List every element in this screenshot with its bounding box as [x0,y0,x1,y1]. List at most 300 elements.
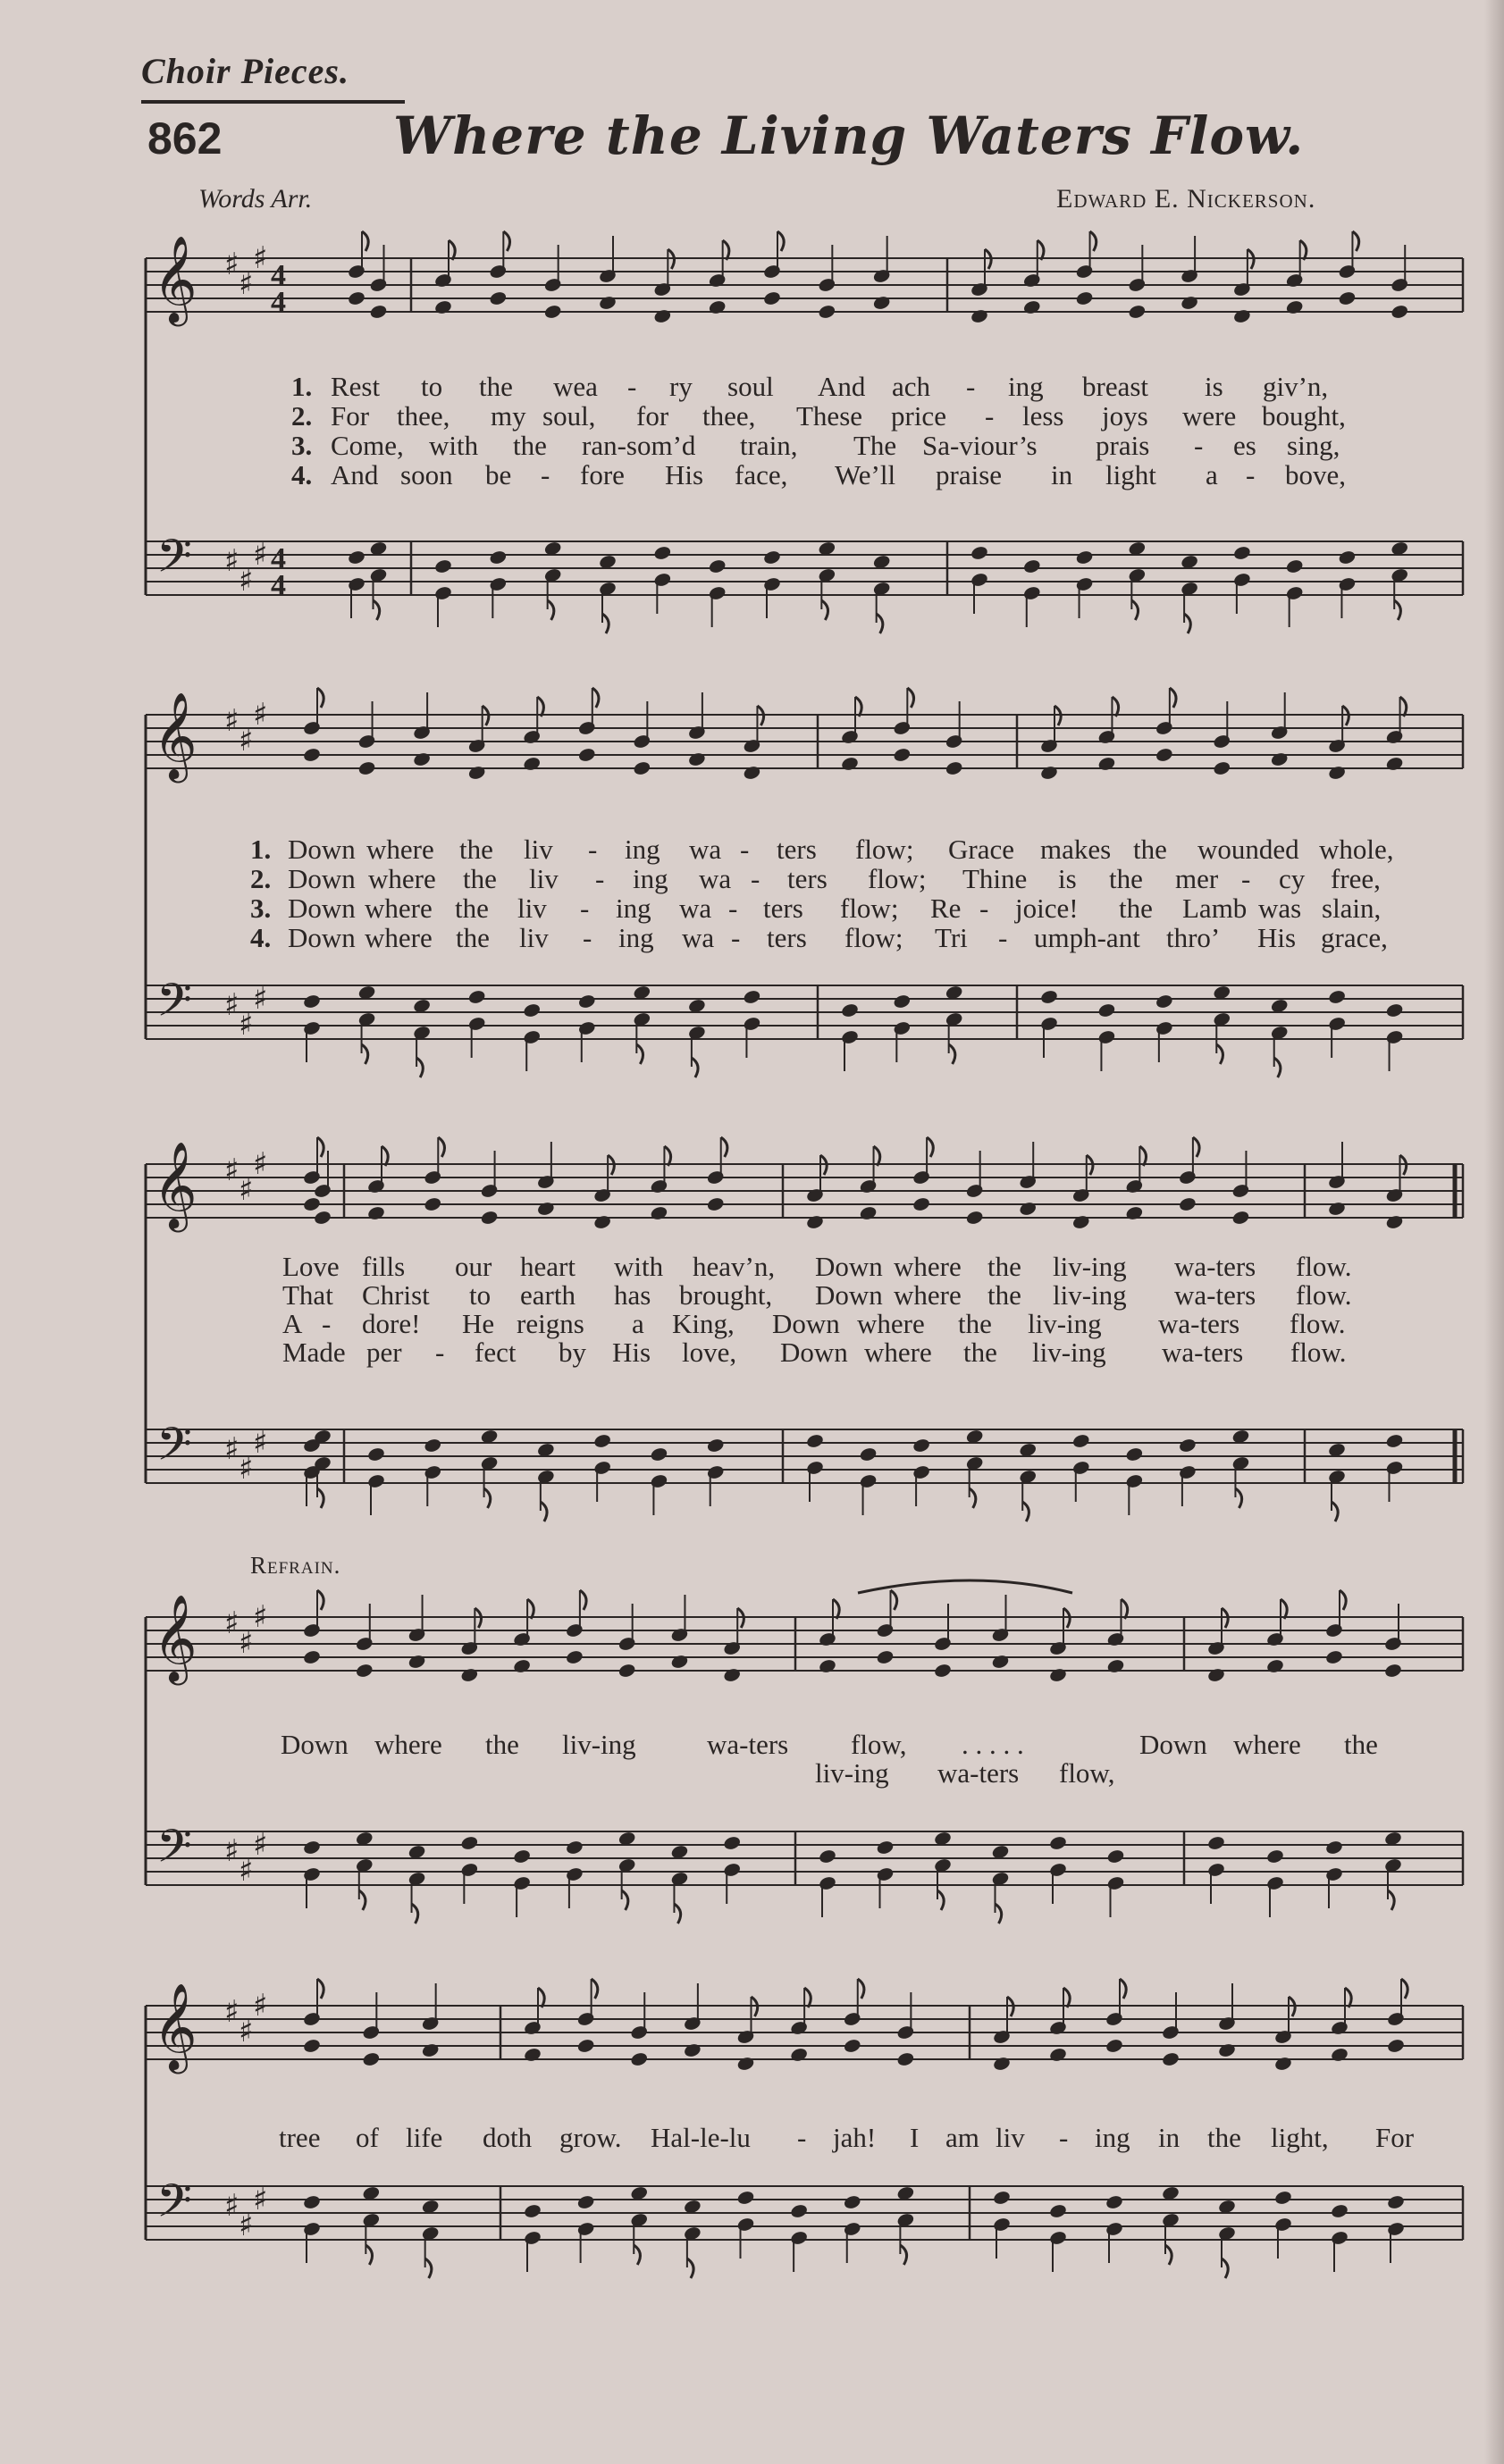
lyric-syllable: wa-ters [707,1729,789,1760]
treble-note [1385,729,1404,745]
lyric-syllable: joys [1102,400,1148,432]
lyric-syllable: . . . . . [962,1729,1024,1760]
bass-note [1097,1002,1116,1018]
treble-note [577,720,596,736]
treble-note [577,747,596,763]
lyric-syllable: whole, [1319,834,1394,865]
bass-note [512,1848,531,1865]
flag [877,614,883,633]
lyric-syllable: That [282,1279,333,1311]
flag [527,1599,534,1619]
flag [484,1488,491,1508]
lyric-syllable: fect [475,1337,517,1368]
treble-note [789,2020,808,2036]
bass-note [347,576,365,592]
flag [374,600,380,620]
lyric-syllable: wounded [1197,834,1299,865]
lyric-syllable: ing [1095,2122,1130,2153]
treble-note [543,304,562,320]
lyric-syllable: Grace [948,834,1014,865]
bass-note [1178,1437,1197,1454]
lyric-syllable: - [595,863,605,894]
bass-note [650,1473,668,1489]
treble-note [412,751,431,767]
bass-note [433,558,452,574]
flag [723,240,729,260]
bass-note [762,576,781,592]
verse-number: 4. [250,922,272,953]
lyric-line [0,371,1504,401]
lyric-syllable: liv [529,863,559,894]
lyric-syllable: prais [1096,430,1150,461]
treble-note [653,281,672,298]
bass-note [876,1840,895,1856]
lyric-syllable: - [541,459,550,490]
treble-note [818,277,836,293]
bass-note [843,2221,861,2237]
treble-note [1106,1658,1125,1674]
treble-note [1270,725,1289,741]
flag [538,1988,544,2007]
sharp-sign: ♯ [253,1425,268,1461]
lyric-syllable: where [864,1337,932,1368]
treble-note [421,2042,440,2058]
lyric-syllable: Down [288,834,356,865]
flag [777,231,784,251]
treble-note [1270,751,1289,767]
flag [1300,240,1307,260]
lyric-syllable: face, [735,459,788,490]
treble-note [630,2051,649,2067]
lyric-syllable: These [796,400,863,432]
bass-note [840,1002,859,1018]
flag [821,600,828,620]
lyric-syllable: were [1182,400,1237,432]
bass-note [302,2194,321,2210]
treble-note [302,1622,321,1638]
treble-note [1048,1667,1067,1683]
lyric-syllable: where [368,863,436,894]
lyric-syllable: light [1105,459,1156,490]
treble-note [523,756,542,772]
treble-note [1161,2024,1180,2041]
lyric-syllable: the [459,834,493,865]
bass-note [650,1446,668,1462]
lyric-syllable: - [588,834,598,865]
treble-note [1206,1667,1225,1683]
lyric-syllable: Made [282,1337,346,1368]
treble-note [536,1201,555,1217]
flag [1216,1044,1223,1064]
flag [1170,688,1176,708]
lyric-syllable: Tri [935,922,968,953]
treble-note [480,1210,499,1226]
lyric-syllable: Rest [331,371,381,402]
treble-note [650,1178,668,1194]
bass-note [708,558,727,574]
lyric-syllable: joice! [1015,893,1079,924]
lyric-syllable: - [751,863,760,894]
treble-note [598,268,617,284]
lyric-syllable: the [463,863,497,894]
bass-note [992,2217,1011,2233]
treble-note [565,1649,584,1665]
flag [664,1146,670,1166]
lyric-syllable: earth [520,1279,576,1311]
treble-note [1161,2051,1180,2067]
treble-note [1213,760,1231,776]
lyric-syllable: liv-ing [1032,1337,1106,1368]
bass-note [912,1464,930,1480]
lyric-syllable: slain, [1322,893,1382,924]
treble-note [512,1658,531,1674]
bass-note [366,1473,385,1489]
lyric-syllable: a [632,1308,644,1339]
treble-note [933,1636,952,1652]
bass-note [1039,989,1058,1005]
lyric-syllable: the [479,371,513,402]
bass-note [302,1840,321,1856]
treble-note [633,733,651,750]
lyric-syllable: flow; [844,922,903,953]
sharp-sign: ♯ [224,703,239,739]
treble-note [1213,733,1231,750]
sharp-sign: ♯ [253,240,268,276]
treble-note [1097,756,1116,772]
lyric-syllable: Christ [362,1279,430,1311]
treble-note [1155,720,1173,736]
lyric-syllable: liv [996,2122,1025,2153]
lyric-syllable: umph-ant [1034,922,1140,953]
lyric-syllable: ters [767,922,807,953]
treble-note [421,2016,440,2032]
bass-note [523,2203,542,2219]
sharp-sign: ♯ [239,1625,254,1661]
lyric-syllable: - [740,834,750,865]
lyric-syllable: less [1022,400,1064,432]
sharp-sign: ♯ [253,2182,268,2217]
lyric-syllable: thee, [397,400,450,432]
lyric-syllable: where [365,893,433,924]
treble-note [1383,1636,1402,1652]
lyric-syllable: the [958,1308,992,1339]
bass-note [512,1875,531,1891]
bass-note [736,2190,755,2206]
flag [503,231,509,251]
treble-note [1338,290,1357,306]
treble-note [762,290,781,306]
flag [1345,1988,1351,2007]
bass-note [992,2190,1011,2206]
treble-note [1385,756,1404,772]
flag [438,1137,444,1157]
bass-note [523,2230,542,2246]
lyric-syllable: flow, [1059,1757,1115,1789]
lyric-syllable: His [665,459,704,490]
bass-note [1155,993,1173,1010]
bass-note [1206,1835,1225,1851]
bass-clef: 𝄢 [156,529,192,594]
treble-note [576,2011,595,2027]
bass-note [1125,1473,1144,1489]
lyric-syllable: was [1258,893,1302,924]
lyric-syllable: - [580,893,590,924]
lyric-syllable: free, [1331,863,1381,894]
treble-note [805,1187,824,1203]
bass-note [893,1020,912,1036]
treble-note [1386,2038,1405,2054]
bass-note [467,1016,486,1032]
treble-note [523,2047,542,2063]
lyric-syllable: the [963,1337,997,1368]
lyric-syllable: wa-ters [1174,1251,1256,1282]
bass-note [577,1020,596,1036]
sharp-sign: ♯ [253,1988,268,2024]
lyric-syllable: His [1257,922,1297,953]
lyric-syllable: - [1241,863,1251,894]
treble-note [576,2038,595,2054]
lyric-syllable: Lamb [1182,893,1248,924]
flag [317,1488,323,1508]
flag [804,1988,811,2007]
time-signature-bottom: 4 [271,286,286,319]
bass-note [706,1437,725,1454]
lyric-syllable: is [1205,371,1223,402]
treble-note [876,1622,895,1638]
lyric-syllable: the [1344,1729,1378,1760]
bass-note [576,2221,595,2237]
lyric-syllable: His [612,1337,651,1368]
bass-note [565,1866,584,1882]
flag [636,1044,643,1064]
treble-note [653,308,672,324]
flag [1340,1590,1346,1610]
lyric-syllable: - [627,371,637,402]
treble-note [1155,747,1173,763]
bass-note [1385,1460,1404,1476]
treble-note [912,1169,930,1186]
treble-note [896,2024,915,2041]
treble-note [618,1663,636,1679]
treble-note [536,1174,555,1190]
lyric-line [0,893,1504,923]
lyric-syllable: the [987,1251,1021,1282]
lyric-line [0,1337,1504,1367]
lyric-syllable: price [891,400,946,432]
bass-note [576,2194,595,2210]
lyric-syllable: wa-ters [1158,1308,1240,1339]
flag [1193,1137,1199,1157]
treble-note [408,1627,426,1643]
treble-note [1125,1178,1144,1194]
lyric-syllable: - [979,893,989,924]
bass-note [789,2203,808,2219]
lyric-syllable: For [1375,2122,1415,2153]
flag [622,1890,628,1910]
bass-note [302,993,321,1010]
bass-note [1039,1016,1058,1032]
flag [1281,1599,1287,1619]
bass-note [723,1862,742,1878]
bass-note [366,1446,385,1462]
sharp-sign: ♯ [239,1451,254,1487]
treble-note [818,1631,836,1647]
lyric-syllable: liv-ing [562,1729,636,1760]
lyric-syllable: wa-ters [1174,1279,1256,1311]
lyric-syllable: giv’n, [1263,371,1329,402]
treble-note [1330,2020,1349,2036]
sharp-sign: ♯ [224,1605,239,1641]
sharp-sign: ♯ [224,1431,239,1467]
treble-note [1128,277,1147,293]
bass-clef: 𝄢 [156,1819,192,1884]
lyric-syllable: Love [282,1251,340,1282]
bass-note [489,576,508,592]
lyric-syllable: thro’ [1166,922,1221,953]
lyric-syllable: flow. [1290,1337,1347,1368]
treble-note [543,277,562,293]
bass-note [970,545,988,561]
bass-note [489,549,508,566]
treble-note [965,1183,984,1199]
treble-note [945,760,963,776]
bass-note [706,1464,725,1480]
lyric-syllable: flow. [1290,1308,1346,1339]
lyric-syllable: es [1233,430,1256,461]
lyric-syllable: soul [727,371,774,402]
treble-note [355,1636,374,1652]
lyric-line [0,834,1504,864]
bass-note [789,2230,808,2246]
bass-note [1022,558,1041,574]
flag [949,1044,955,1064]
bass-note [1232,572,1251,588]
treble-note [843,2011,861,2027]
lyric-syllable: train, [740,430,798,461]
verse-number: 1. [250,834,272,865]
lyric-syllable: soon [400,459,453,490]
flag [425,2259,432,2278]
treble-note [762,264,781,280]
hymn-number: 862 [147,113,223,163]
bass-clef: 𝄢 [156,973,192,1038]
flag [359,1890,365,1910]
section-heading: Choir Pieces. [141,51,349,91]
lyric-syllable: brought, [679,1279,773,1311]
flag [365,2245,372,2265]
bass-note [577,993,596,1010]
flag [317,688,323,708]
lyric-syllable: the [513,430,547,461]
treble-note [1327,1174,1346,1190]
treble-note [1178,1196,1197,1212]
flag [1394,600,1400,620]
treble-note [347,264,365,280]
treble-note [1383,1663,1402,1679]
treble-note [912,1196,930,1212]
flag [602,614,609,633]
flag [580,1590,586,1610]
treble-note [618,1636,636,1652]
flag [937,1890,944,1910]
lyric-syllable: - [731,922,741,953]
lyric-syllable: makes [1040,834,1112,865]
flag [900,2245,906,2265]
treble-note [1128,304,1147,320]
flag [412,1904,418,1923]
flag [317,1590,323,1610]
lyric-syllable: the [1119,893,1153,924]
treble-note [1391,304,1409,320]
flag [382,1146,388,1166]
treble-note [302,1169,321,1186]
bass-note [653,545,672,561]
treble-note [992,2056,1011,2072]
bass-note [565,1840,584,1856]
treble-note [1039,765,1058,781]
treble-note [687,725,706,741]
lyric-syllable: - [728,893,738,924]
lyric-syllable: with [614,1251,664,1282]
lyric-syllable: doth [483,2122,533,2153]
lyric-syllable: reigns [517,1308,584,1339]
lyric-syllable: ters [777,834,817,865]
treble-note [1217,2042,1236,2058]
flag [541,1502,547,1521]
treble-note [706,1169,725,1186]
lyric-syllable: And [331,459,379,490]
flag [1352,231,1358,251]
lyric-syllable: the [987,1279,1021,1311]
lyric-syllable: is [1058,863,1077,894]
flag [1063,1988,1070,2007]
treble-note [302,2038,321,2054]
lyric-syllable: ters [787,863,828,894]
treble-note [369,304,388,320]
sharp-sign: ♯ [239,2014,254,2049]
treble-note [708,272,727,289]
treble-note [789,2047,808,2063]
lyric-syllable: praise [936,459,1003,490]
lyric-syllable: has [614,1279,651,1311]
bass-note [1232,545,1251,561]
treble-note [1217,2016,1236,2032]
bass-note [1385,1433,1404,1449]
treble-note [859,1205,878,1221]
treble-note [467,765,486,781]
treble-note [302,1649,321,1665]
bass-note [1386,2221,1405,2237]
refrain-label: Refrain. [250,1552,341,1579]
bass-note [523,1029,542,1045]
treble-note [818,1658,836,1674]
treble-note [467,738,486,754]
bass-note [460,1835,479,1851]
bass-note [592,1460,611,1476]
sharp-sign: ♯ [224,2188,239,2224]
lyric-syllable: liv-ing [1053,1279,1127,1311]
bass-note [1285,585,1304,601]
treble-note [633,760,651,776]
bass-note [743,989,761,1005]
flag [416,1058,423,1077]
bass-note [424,1437,442,1454]
treble-note [970,281,988,298]
sharp-sign: ♯ [253,1599,268,1635]
bass-note [1048,1862,1067,1878]
treble-note [480,1183,499,1199]
bass-note [1386,2194,1405,2210]
